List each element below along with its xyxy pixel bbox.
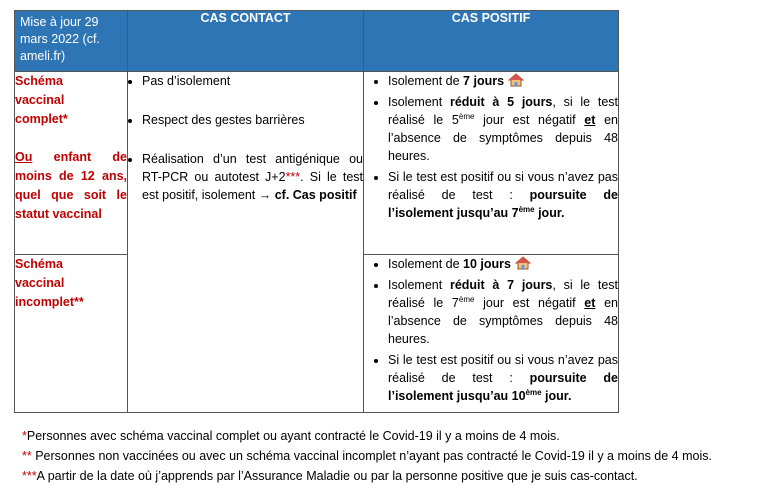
positif-incomplet-item-2: • Isolement réduit à 7 jours, si le test réalisé le 7ème jour est négatif et en l’absence de symptômes depuis 48 heures. (388, 276, 618, 348)
footnote-3: ***A partir de la date où j’apprends par l’Assurance Maladie ou par la personne positive que je suis cas-contact. (22, 469, 638, 483)
house-icon (515, 256, 531, 270)
positif-complet-cell (364, 72, 619, 255)
contact-item-no-isolation: • Pas d’isolement (142, 72, 363, 90)
positif-complet-item-1: • Isolement de 7 jours (388, 72, 618, 90)
arrow-icon: → (258, 188, 272, 202)
label-schema-incomplet (15, 255, 128, 413)
positif-complet-item-3: • Si le test est positif ou si vous n’avez pas réalisé de test : poursuite de l’isolement jusqu’au 7ème jour. (388, 168, 618, 222)
cas-contact-cell (128, 72, 364, 413)
contact-link-cas-positif: cf. Cas positif (274, 188, 357, 202)
contact-item-gestures: • Respect des gestes barrières (142, 111, 363, 129)
cas-contact-header: CAS CONTACT (128, 11, 364, 72)
contact-list (128, 72, 363, 204)
positif-incomplet-item-3: • Si le test est positif ou si vous n’avez pas réalisé de test : poursuite de l’isolement jusqu’au 10ème jour. (388, 351, 618, 405)
label-line-2: vaccinal (15, 93, 65, 107)
header-line-3: ameli.fr) (20, 49, 66, 63)
label-line-2: vaccinal (15, 276, 65, 290)
positif-incomplet-list (364, 255, 618, 405)
header-line-2: mars 2022 (cf. (20, 32, 100, 46)
label-line-1: Schéma (15, 257, 63, 271)
house-icon (508, 73, 524, 87)
label-child-clause (15, 148, 127, 224)
label-line-3: complet* (15, 112, 68, 126)
positif-complet-list (364, 72, 618, 222)
isolation-rules-table (14, 10, 619, 413)
header-row (15, 11, 619, 72)
footnote-1: *Personnes avec schéma vaccinal complet ou ayant contracté le Covid-19 il y a moins de 4 mois. (22, 429, 560, 443)
positif-complet-item-2: • Isolement réduit à 5 jours, si le test réalisé le 5ème jour est négatif et en l’absence de symptômes depuis 48 heures. (388, 93, 618, 165)
positif-incomplet-cell (364, 255, 619, 413)
footnote-2: ** Personnes non vaccinées ou avec un schéma vaccinal incomplet n’ayant pas contracté le Covid-19 il y a moins de 4 mois. (22, 449, 712, 463)
cas-positif-header: CAS POSITIF (364, 11, 619, 72)
label-line-3: incomplet** (15, 295, 84, 309)
contact-item-test: • Réalisation d’un test antigénique ou RT-PCR ou autotest J+2***. Si le test est positif, isolement → cf. Cas positif (142, 150, 363, 204)
row-schema-complet (15, 72, 619, 255)
update-date-header (15, 11, 128, 72)
label-ou: Ou (15, 150, 33, 164)
footnotes (22, 426, 712, 486)
label-child-text: enfant de moins de 12 ans, quel que soit le statut vaccinal (15, 150, 127, 221)
label-schema-complet (15, 72, 128, 255)
contact-test-stars: *** (285, 170, 301, 184)
positif-incomplet-item-1: • Isolement de 10 jours (388, 255, 618, 273)
header-line-1: Mise à jour 29 (20, 15, 99, 29)
label-line-1: Schéma (15, 74, 63, 88)
